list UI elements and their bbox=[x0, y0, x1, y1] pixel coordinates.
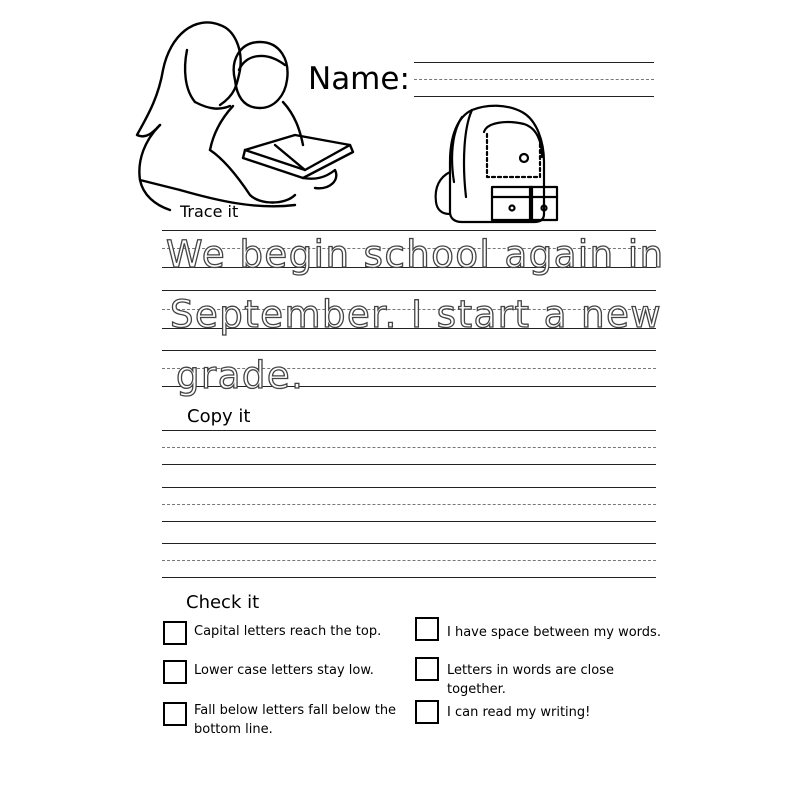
name-line-top bbox=[414, 62, 654, 63]
copy-line-bottom-2[interactable] bbox=[162, 521, 656, 522]
checkbox-fall-below[interactable] bbox=[163, 702, 187, 726]
copy-line-mid-1 bbox=[162, 447, 656, 448]
copy-line-top-1[interactable] bbox=[162, 430, 656, 431]
trace-sentence-line-1: We begin school again in bbox=[166, 233, 665, 276]
checkbox-capital-letters[interactable] bbox=[163, 621, 187, 645]
copy-it-label: Copy it bbox=[187, 406, 251, 427]
mother-reading-illustration bbox=[125, 10, 365, 220]
checkbox-letters-close[interactable] bbox=[415, 657, 439, 681]
trace-sentence-line-3: grade. bbox=[176, 354, 305, 397]
check-label-capital-letters: Capital letters reach the top. bbox=[194, 624, 382, 639]
trace-line-top-3 bbox=[162, 350, 656, 351]
name-label: Name: bbox=[308, 61, 410, 97]
checkbox-lower-case[interactable] bbox=[163, 660, 187, 684]
check-label-read-writing: I can read my writing! bbox=[447, 705, 591, 720]
check-label-fall-below: Fall below letters fall below the bottom line. bbox=[194, 703, 397, 737]
check-it-label: Check it bbox=[186, 592, 260, 613]
check-label-space-between-words: I have space between my words. bbox=[447, 625, 661, 640]
check-label-lower-case: Lower case letters stay low. bbox=[194, 663, 374, 678]
name-line-mid bbox=[414, 79, 654, 80]
backpack-illustration bbox=[432, 102, 562, 227]
trace-it-label: Trace it bbox=[180, 202, 239, 221]
copy-line-mid-2 bbox=[162, 504, 656, 505]
checkbox-read-writing[interactable] bbox=[415, 700, 439, 724]
trace-line-top-2 bbox=[162, 290, 656, 291]
copy-line-top-3[interactable] bbox=[162, 543, 656, 544]
check-label-letters-close: Letters in words are close together. bbox=[447, 663, 614, 697]
trace-sentence-line-2: September. I start a new bbox=[170, 293, 663, 336]
name-line-bottom[interactable] bbox=[414, 96, 654, 97]
trace-line-top-1 bbox=[162, 230, 656, 231]
copy-line-mid-3 bbox=[162, 560, 656, 561]
copy-line-bottom-1[interactable] bbox=[162, 464, 656, 465]
copy-line-top-2[interactable] bbox=[162, 487, 656, 488]
checkbox-space-between-words[interactable] bbox=[415, 617, 439, 641]
copy-line-bottom-3[interactable] bbox=[162, 577, 656, 578]
